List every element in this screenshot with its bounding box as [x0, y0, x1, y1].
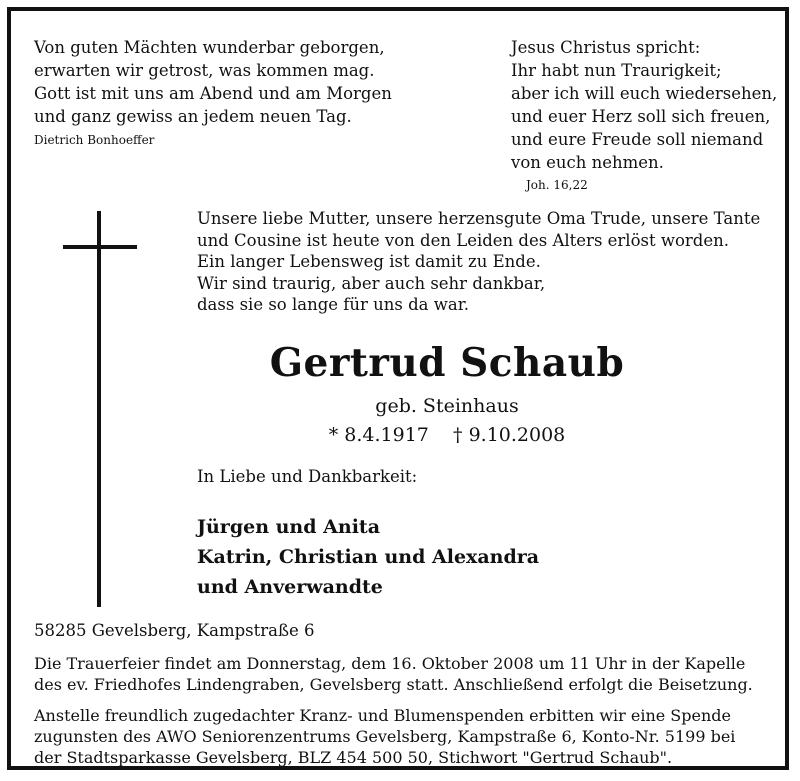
bible-quote [511, 36, 777, 174]
cross-bar [63, 245, 137, 249]
quote-line: Von guten Mächten wunderbar geborgen, [34, 38, 385, 57]
mourner-line: Jürgen und Anita [197, 516, 381, 538]
maiden-name: geb. Steinhaus [375, 395, 519, 417]
quote-line: aber ich will euch wiedersehen, [511, 84, 778, 103]
intro-line: Ein langer Lebensweg ist damit zu Ende. [197, 252, 541, 271]
quote-line: erwarten wir getrost, was kommen mag. [34, 61, 375, 80]
quote-author: Dietrich Bonhoeffer [34, 133, 155, 147]
quote-line: Gott ist mit uns am Abend und am Morgen [34, 84, 392, 103]
address: 58285 Gevelsberg, Kampstraße 6 [34, 621, 315, 640]
quote-line: Jesus Christus spricht: [511, 38, 701, 57]
quote-reference: Joh. 16,22 [526, 178, 588, 192]
funeral-info [34, 653, 753, 695]
life-dates: * 8.4.1917 † 9.10.2008 [328, 424, 566, 446]
funeral-line: des ev. Friedhofes Lindengraben, Gevelsberg statt. Anschließend erfolgt die Beisetzung. [34, 675, 753, 694]
intro-line: dass sie so lange für uns da war. [197, 295, 470, 314]
funeral-line: Die Trauerfeier findet am Donnerstag, dem 16. Oktober 2008 um 11 Uhr in der Kapelle [34, 654, 746, 673]
cross-icon [97, 211, 101, 607]
intro-text [197, 208, 760, 316]
donation-info [34, 705, 735, 768]
bonhoeffer-quote [34, 36, 392, 128]
donation-line: zugunsten des AWO Seniorenzentrums Gevelsberg, Kampstraße 6, Konto-Nr. 5199 bei [34, 727, 736, 746]
mourner-line: und Anverwandte [197, 576, 383, 598]
quote-line: Ihr habt nun Traurigkeit; [511, 61, 722, 80]
intro-line: Unsere liebe Mutter, unsere herzensgute Oma Trude, unsere Tante [197, 209, 761, 228]
donation-line: Anstelle freundlich zugedachter Kranz- und Blumenspenden erbitten wir eine Spende [34, 706, 731, 725]
quote-line: und eure Freude soll niemand [511, 130, 764, 149]
mourners-list [197, 512, 539, 602]
quote-line: und ganz gewiss an jedem neuen Tag. [34, 107, 352, 126]
intro-line: Wir sind traurig, aber auch sehr dankbar, [197, 273, 546, 293]
obituary-notice [7, 7, 789, 770]
intro-line: und Cousine ist heute von den Leiden des Alters erlöst worden. [197, 230, 730, 250]
closing-phrase: In Liebe und Dankbarkeit: [197, 467, 418, 486]
quote-line: und euer Herz soll sich freuen, [511, 107, 771, 126]
deceased-name: Gertrud Schaub [269, 340, 625, 386]
donation-line: der Stadtsparkasse Gevelsberg, BLZ 454 500 50, Stichwort "Gertrud Schaub". [34, 748, 673, 767]
quote-line: von euch nehmen. [511, 153, 664, 172]
mourner-line: Katrin, Christian und Alexandra [197, 546, 540, 568]
